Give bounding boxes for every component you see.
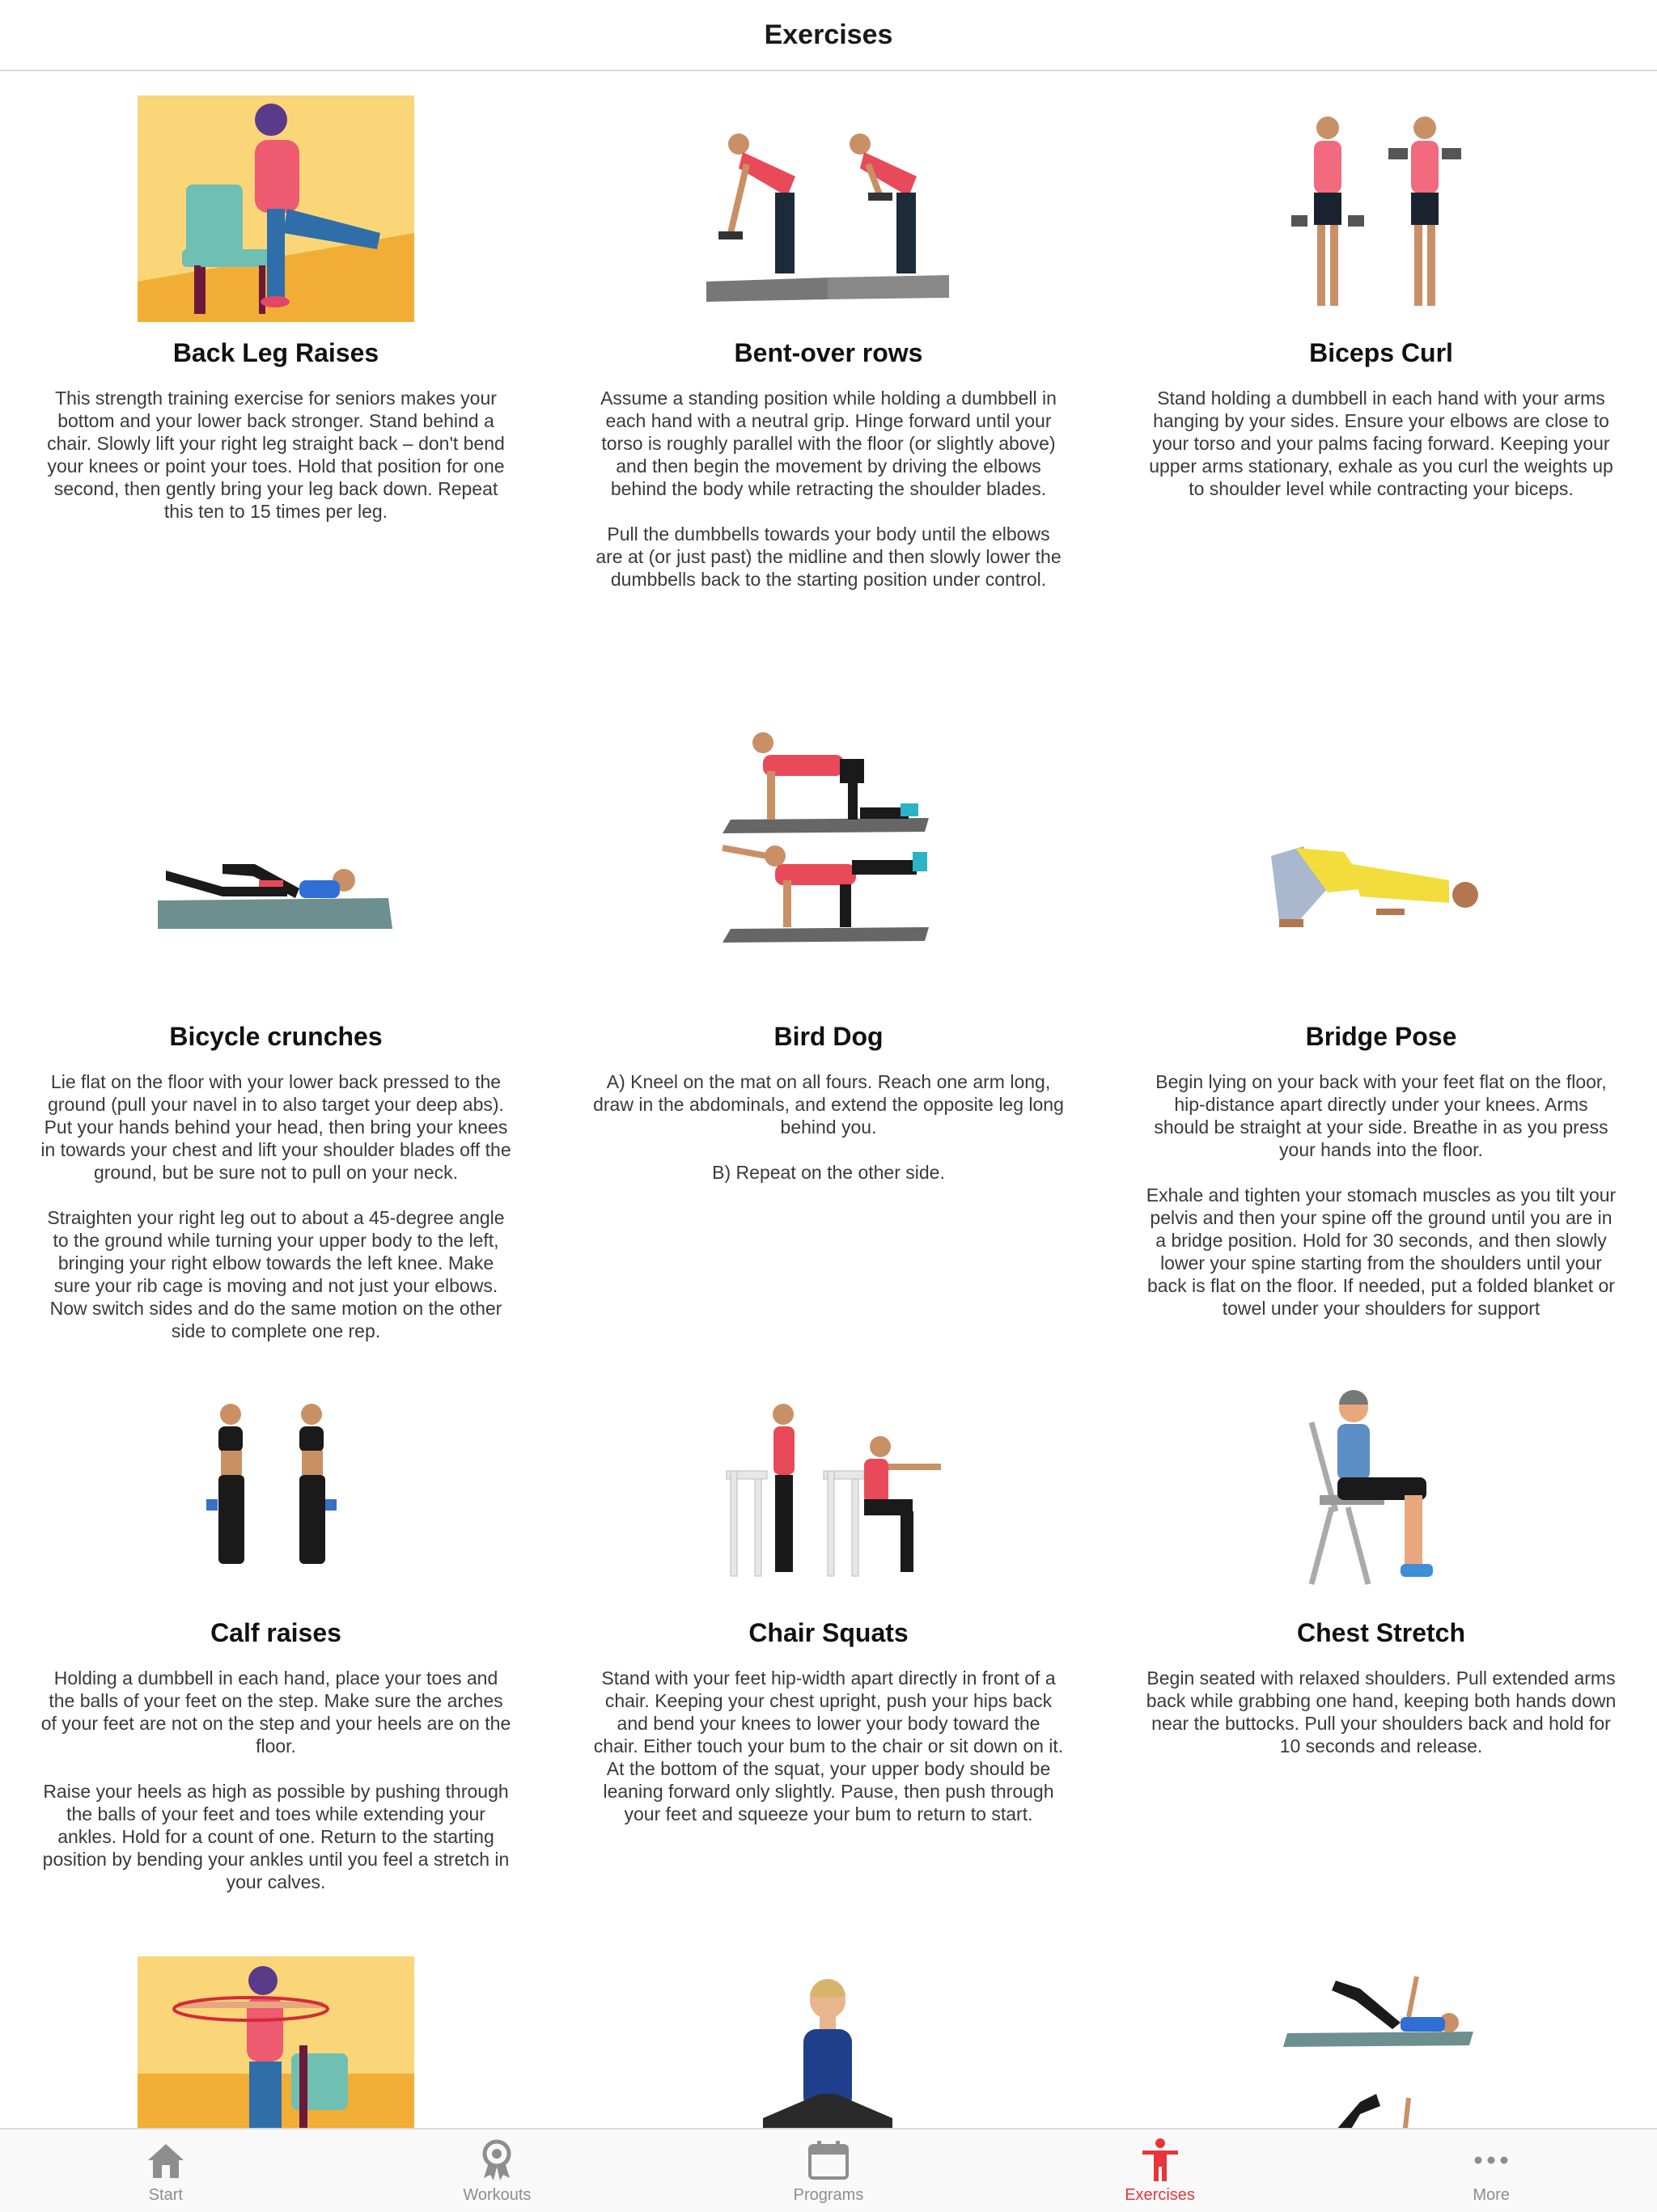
bicycle-crunches-image bbox=[158, 840, 392, 929]
exercise-title: Calf raises bbox=[210, 1618, 341, 1647]
exercise-title: Bent-over rows bbox=[734, 338, 923, 367]
exercise-description: This strength training exercise for seniors makes your bottom and your lower back stronger. Stand behind a chair. Slowly lift your right leg straight back – don't bend your knees or point your toes. Hold that position for one second, then gently bring your leg back down. Repeat this ten to 15 times per leg. bbox=[47, 388, 505, 522]
tab-label: Exercises bbox=[1125, 2186, 1195, 2204]
exercise-description: A) Kneel on the mat on all fours. Reach one arm long, draw in the abdominals, and extend the opposite leg long behind you. B) Repeat on the other side. bbox=[593, 1071, 1064, 1183]
exercise-card-bent-over-rows[interactable] bbox=[553, 71, 1104, 686]
exercise-description: Assume a standing position while holding a dumbbell in each hand with a neutral grip. Hinge forward until your torso is roughly parallel with the floor (or slightly above) and then begin the movement by driving the elbows behind the body while retracting the shoulder blades. Pull the dumbbells towards your body until the elbows are at (or just past) the midline and then slowly lower the dumbbells back to the starting position under control. bbox=[595, 388, 1062, 590]
exercise-title: Chair Squats bbox=[748, 1618, 909, 1647]
exercise-description: Holding a dumbbell in each hand, place your toes and the balls of your feet on the step. Make sure the arches of your feet are not on the step and your heels are on the floor. Raise your heels as high as possible by pushing through the balls of your feet and toes while extending your ankles. Hold for a count of one. Return to the starting position by bending your ankles until you feel a stretch in your calves. bbox=[40, 1667, 511, 1892]
page-title: Exercises bbox=[764, 19, 893, 50]
chair-squats-image bbox=[718, 1398, 945, 1584]
exercise-card-bicycle-crunches[interactable] bbox=[0, 702, 552, 1350]
exercise-description: Begin lying on your back with your feet flat on the floor, hip-distance apart directly under your knees. Arms should be straight at your side. Breathe in as you press your hands into the floor. Exhale and tighten your stomach muscles as you tilt your pelvis and then your spine off the ground until you are in a bridge position. Hold for 30 seconds, and then slowly lower your spine starting from the shoulders until your back is flat on the floor. If needed, put a folded blanket or towel under your shoulders for support bbox=[1146, 1071, 1617, 1319]
exercise-card-back-leg-raises[interactable] bbox=[0, 71, 552, 686]
bridge-pose-image bbox=[1263, 832, 1498, 937]
more-icon bbox=[1468, 2138, 1514, 2183]
chest-stretch-image bbox=[1287, 1390, 1473, 1592]
nav-bar bbox=[0, 0, 1657, 71]
tab-bar bbox=[0, 2128, 1657, 2212]
exercise-card-lying-leg-raise[interactable] bbox=[1105, 1956, 1657, 2128]
exercise-card-seated-butterfly[interactable] bbox=[553, 1956, 1104, 2128]
biceps-curl-image bbox=[1275, 112, 1485, 314]
back-leg-raises-image bbox=[138, 95, 414, 322]
exercise-card-band-stretch[interactable] bbox=[0, 1956, 552, 2128]
person-icon bbox=[1138, 2138, 1183, 2183]
calendar-icon bbox=[806, 2138, 851, 2183]
seated-butterfly-image bbox=[747, 1973, 909, 2128]
exercise-title: Bird Dog bbox=[773, 1022, 884, 1051]
band-stretch-image bbox=[138, 1956, 414, 2128]
calf-raises-image bbox=[194, 1398, 356, 1584]
exercise-card-calf-raises[interactable] bbox=[0, 1382, 552, 1973]
exercise-card-bird-dog[interactable] bbox=[553, 702, 1104, 1350]
bent-over-rows-image bbox=[706, 128, 949, 306]
tab-workouts[interactable] bbox=[332, 2129, 663, 2212]
tab-start[interactable] bbox=[0, 2129, 332, 2212]
exercise-title: Bicycle crunches bbox=[169, 1022, 383, 1051]
tab-label: Workouts bbox=[463, 2186, 532, 2204]
tab-exercises[interactable] bbox=[994, 2129, 1326, 2212]
exercise-description: Begin seated with relaxed shoulders. Pull extended arms back while grabbing one hand, keeping both hands down near the buttocks. Pull your shoulders back and hold for 10 seconds and release. bbox=[1146, 1667, 1617, 1756]
home-icon bbox=[143, 2138, 189, 2183]
tab-programs[interactable] bbox=[663, 2129, 994, 2212]
exercise-card-chair-squats[interactable] bbox=[553, 1382, 1104, 1973]
exercise-title: Bridge Pose bbox=[1305, 1022, 1457, 1051]
exercise-title: Chest Stretch bbox=[1296, 1618, 1466, 1647]
exercise-card-biceps-curl[interactable] bbox=[1105, 71, 1657, 686]
award-icon bbox=[474, 2138, 519, 2183]
tab-label: Start bbox=[148, 2186, 183, 2204]
exercise-title: Back Leg Raises bbox=[172, 338, 379, 367]
exercise-description: Stand with your feet hip-width apart directly in front of a chair. Keeping your chest upright, push your hips back and bend your knees to lower your body toward the chair. Either touch your bum to the chair or sit down on it. At the bottom of the squat, your upper body should be leaning forward only slightly. Pause, then push through your feet and squeeze your bum to return to start. bbox=[593, 1667, 1064, 1824]
bird-dog-image bbox=[718, 727, 937, 945]
exercise-card-bridge-pose[interactable] bbox=[1105, 702, 1657, 1350]
tab-label: Programs bbox=[793, 2186, 864, 2204]
tab-more[interactable] bbox=[1325, 2129, 1657, 2212]
exercise-description: Lie flat on the floor with your lower back pressed to the ground (pull your navel in to also target your deep abs). Put your hands behind your head, then bring your knees in towards your chest and lift your shoulder blades off the ground, but be sure not to pull on your neck. Straighten your right leg out to about a 45-degree angle to the ground while turning your upper body to the left, bringing your right elbow towards the left knee. Make sure your rib cage is moving and not just your elbows. Now switch sides and do the same motion on the other side to complete one rep. bbox=[40, 1071, 511, 1341]
exercise-description: Stand holding a dumbbell in each hand with your arms hanging by your sides. Ensure your elbows are close to your torso and your palms facing forward. Keeping your upper arms stationary, exhale as you curl the weights up to shoulder level while contracting your biceps. bbox=[1149, 388, 1613, 499]
exercise-grid[interactable] bbox=[0, 71, 1657, 2128]
lying-leg-raise-image bbox=[1279, 1973, 1481, 2128]
exercise-title: Biceps Curl bbox=[1309, 338, 1453, 367]
exercise-card-chest-stretch[interactable] bbox=[1105, 1382, 1657, 1973]
tab-label: More bbox=[1473, 2186, 1510, 2204]
